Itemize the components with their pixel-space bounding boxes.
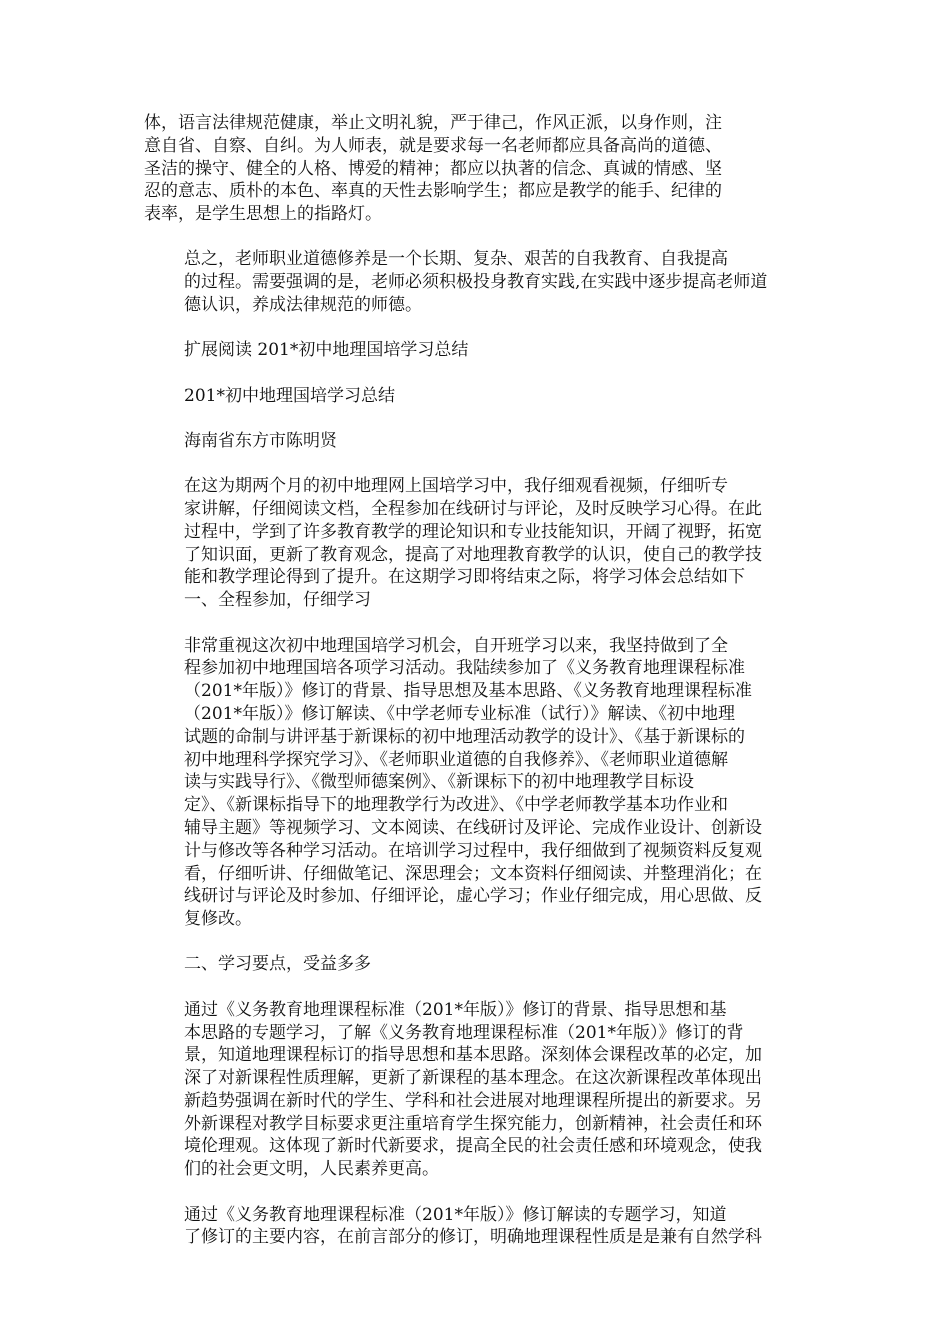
text-line: 201*初中地理国培学习总结 <box>184 385 395 406</box>
text-line: 圣洁的操守、健全的人格、博爱的精神；都应以执著的信念、真诚的情感、坚 <box>144 158 722 179</box>
text-line: 表率，是学生思想上的指路灯。 <box>144 204 382 225</box>
paragraph <box>144 112 798 226</box>
text-line: 了修订的主要内容，在前言部分的修订，明确地理课程性质是是兼有自然学科 <box>184 1227 762 1248</box>
text-line: 的过程。需要强调的是，老师必须积极投身教育实践,在实践中逐步提高老师道 <box>184 272 768 293</box>
text-line: 家讲解，仔细阅读文档，全程参加在线研讨与评论，及时反映学习心得。在此 <box>184 499 762 520</box>
text-line: 程参加初中地理国培各项学习活动。我陆续参加了《义务教育地理课程标准 <box>184 658 745 679</box>
text-line: 在这为期两个月的初中地理网上国培学习中，我仔细观看视频，仔细听专 <box>184 476 728 497</box>
text-line: （201*年版）》修订解读、《中学老师专业标准（试行）》解读、《初中地理 <box>184 703 735 724</box>
text-line: 景，知道地理课程标订的指导思想和基本思路。深刻体会课程改革的必定，加 <box>184 1045 762 1066</box>
paragraph <box>144 339 798 362</box>
text-line: 非常重视这次初中地理国培学习机会，自开班学习以来，我坚持做到了全 <box>184 635 728 656</box>
text-line: 深了对新课程性质理解，更新了新课程的基本理念。在这次新课程改革体现出 <box>184 1068 762 1089</box>
paragraph <box>144 475 798 612</box>
text-line: 一、全程参加，仔细学习 <box>184 590 371 611</box>
text-line: （201*年版）》修订的背景、指导思想及基本思路、《义务教育地理课程标准 <box>184 681 752 702</box>
text-line: 新趋势强调在新时代的学生、学科和社会进展对地理课程所提出的新要求。另 <box>184 1090 762 1111</box>
text-line: 定》、《新课标指导下的地理教学行为改进》、《中学老师教学基本功作业和 <box>184 795 728 816</box>
paragraph <box>144 1204 798 1250</box>
text-line: 线研讨与评论及时参加、仔细评论，虚心学习；作业仔细完成，用心思做、反 <box>184 886 762 907</box>
text-line: 本思路的专题学习，了解《义务教育地理课程标准（201*年版）》修订的背 <box>184 1022 744 1043</box>
paragraph <box>144 635 798 931</box>
text-line: 总之，老师职业道德修养是一个长期、复杂、艰苦的自我教育、自我提高 <box>184 249 728 270</box>
paragraph <box>144 999 798 1181</box>
text-line: 外新课程对教学目标要求更注重培育学生探究能力，创新精神，社会责任和环 <box>184 1113 762 1134</box>
text-line: 了知识面，更新了教育观念，提高了对地理教育教学的认识，使自己的教学技 <box>184 544 762 565</box>
text-line: 意自省、自察、自纠。为人师表，就是要求每一名老师都应具备高尚的道德、 <box>144 135 722 156</box>
paragraph <box>144 248 798 316</box>
text-line: 通过《义务教育地理课程标准（201*年版）》修订解读的专题学习，知道 <box>184 1204 727 1225</box>
text-line: 境伦理观。这体现了新时代新要求，提高全民的社会责任感和环境观念，使我 <box>184 1136 762 1157</box>
paragraph <box>144 430 798 453</box>
text-line: 计与修改等各种学习活动。在培训学习过程中，我仔细做到了视频资料反复观 <box>184 840 762 861</box>
text-line: 过程中，学到了许多教育教学的理论知识和专业技能知识，开阔了视野，拓宽 <box>184 521 762 542</box>
paragraph <box>144 953 798 976</box>
text-line: 德认识，养成法律规范的师德。 <box>184 295 422 316</box>
text-line: 读与实践导行》、《微型师德案例》、《新课标下的初中地理教学目标设 <box>184 772 694 793</box>
text-line: 看，仔细听讲、仔细做笔记、深思理会；文本资料仔细阅读、并整理消化；在 <box>184 863 762 884</box>
text-line: 忍的意志、质朴的本色、率真的天性去影响学生；都应是教学的能手、纪律的 <box>144 181 722 202</box>
text-line: 体，语言法律规范健康，举止文明礼貌，严于律己，作风正派，以身作则，注 <box>144 113 722 133</box>
text-line: 试题的命制与讲评基于新课标的初中地理活动教学的设计》、《基于新课标的 <box>184 726 745 747</box>
text-line: 们的社会更文明，人民素养更高。 <box>184 1159 439 1180</box>
text-line: 复修改。 <box>184 909 252 930</box>
text-line: 初中地理科学探究学习》、《老师职业道德的自我修养》、《老师职业道德解 <box>184 749 728 770</box>
text-line: 辅导主题》等视频学习、文本阅读、在线研讨及评论、完成作业设计、创新设 <box>184 817 762 838</box>
text-line: 能和教学理论得到了提升。在这期学习即将结束之际，将学习体会总结如下 <box>184 567 745 588</box>
text-line: 海南省东方市陈明贤 <box>184 430 337 451</box>
text-line: 通过《义务教育地理课程标准（201*年版）》修订的背景、指导思想和基 <box>184 999 727 1020</box>
paragraph <box>144 385 798 408</box>
document-page <box>144 112 798 1272</box>
text-line: 二、学习要点，受益多多 <box>184 954 371 975</box>
text-line: 扩展阅读 201*初中地理国培学习总结 <box>184 340 469 361</box>
